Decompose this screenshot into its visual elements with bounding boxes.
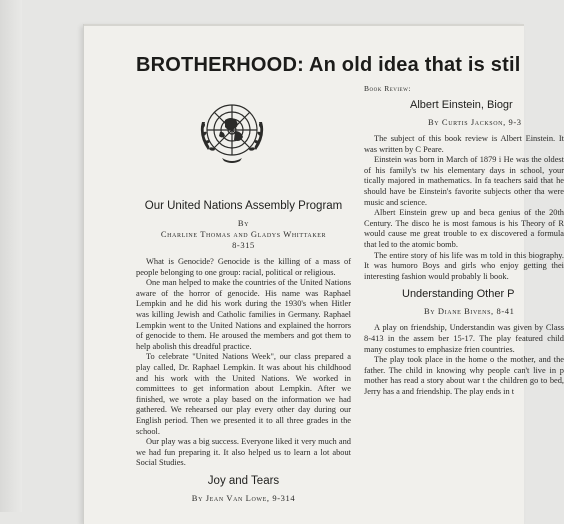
paragraph: The entire story of his life was m told in this biography. It was humoro Boys and girls who enjoy getting thei interesting fashion would probably li book. (364, 250, 564, 281)
byline-class: 8-315 (232, 240, 255, 250)
headline (136, 54, 520, 77)
article-body (136, 257, 351, 469)
paragraph: To celebrate "United Nations Week", our class prepared a play called, Dr. Raphael Lempkin. It was about his childhood and his work with the United Nations. We worked in committees to get information about Lempkin. After we finished, we wrote a play based on the information we had gathered. We rehearsed our play every other day during our English period. Then we presented it to all three grades in the school. (136, 352, 351, 436)
paragraph: Albert Einstein grew up and beca genius of the 20th Century. The disco he is most famous is his Theory of R would cause me great trouble to ex discovered a formula that led to the atomic bomb. (364, 208, 564, 249)
paragraph: The subject of this book review is Albert Einstein. It was written by C Peare. (364, 134, 564, 154)
paragraph: Our play was a big success. Everyone liked it very much and we had fun preparing it. It also helped us to learn a lot about Social Studies. (136, 437, 351, 468)
paragraph: A play on friendship, Understandin was given by Class 8-413 in the assem ber 15-17. The play featured child many costumes to emphasize frien countries. (364, 323, 564, 354)
left-column (136, 200, 351, 504)
second-article-title: Understanding Other P (402, 288, 515, 301)
united-nations-emblem-icon (192, 92, 272, 172)
paragraph: What is Genocide? Genocide is the killing of a mass of people belonging to one group: racial, political or religious. (136, 257, 351, 277)
right-column (364, 84, 564, 397)
byline-authors: Charline Thomas and Gladys Whittaker (160, 229, 327, 239)
review-byline: By Curtis Jackson, 9-3 (428, 117, 522, 127)
headline-main: BROTHERHOOD: (136, 54, 304, 76)
next-article-title: Joy and Tears (207, 474, 280, 487)
section-label: Book Review: (364, 84, 411, 93)
page-top-edge (84, 24, 524, 26)
paragraph: Einstein was born in March of 1879 i He was the oldest of his family's tw his elementary days in school, your tically majored in mathematics. In fa teachers said that he should have be Einstein's favorite subjects other tha were music and science. (364, 155, 564, 207)
headline-rest: An old idea that is stil (308, 54, 521, 76)
newspaper-page (84, 24, 564, 524)
byline-by: By (237, 218, 250, 228)
paragraph: One man helped to make the countries of the United Nations aware of the horror of genocide. His name was Raphael Lempkin and he did his work during the 1930's when Hitler was killing Jewish and Catholic families in Germany. Raphael Lempkin went to the United Nations and explained the horrors of genocide to them. He aroused the members and got them to help abolish this dreadful practice. (136, 278, 351, 351)
paragraph: The play took place in the home o the mother, and the father. The child in knowing why people can't live in p mother has read a story about war t the children go to bed, Jerry has a and friendship. The play ends in t (364, 355, 564, 396)
second-article-body (364, 323, 564, 397)
second-article-byline: By Diane Bivens, 8-41 (424, 306, 515, 317)
review-body (364, 134, 564, 282)
article-title: Our United Nations Assembly Program (144, 200, 343, 212)
review-title: Albert Einstein, Biogr (410, 99, 513, 111)
background-strip (0, 0, 22, 512)
next-article-byline: By Jean Van Lowe, 9-314 (191, 492, 296, 503)
